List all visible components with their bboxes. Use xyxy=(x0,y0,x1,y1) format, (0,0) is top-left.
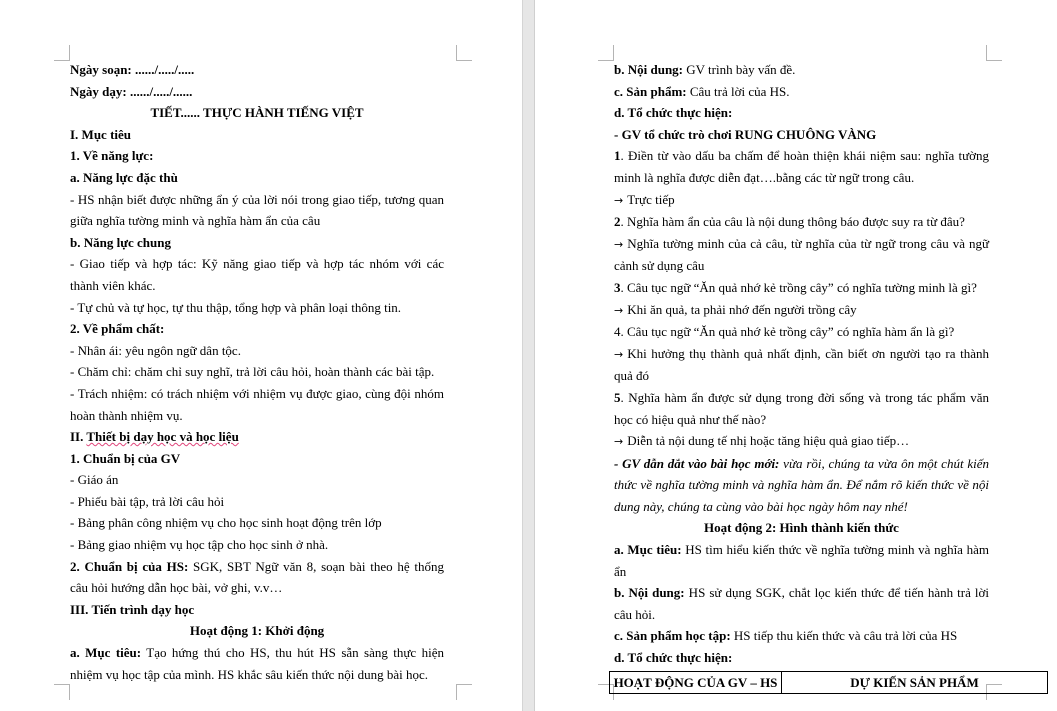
spellcheck-underline: Thiết bị dạy học và học liệu xyxy=(86,429,239,445)
list-item: - Giáo án xyxy=(70,472,119,488)
section-heading-process: III. Tiến trình dạy học xyxy=(70,601,195,617)
crop-mark-top-right xyxy=(456,45,472,61)
activity-1-goal: a. Mục tiêu: Tạo hứng thú cho HS, thu hút HS sẵn sàng thực hiện nhiệm vụ học tập của mình. HS khắc sâu kiến thức nội dung bài học. xyxy=(70,645,444,682)
page-body[interactable] xyxy=(70,59,444,685)
activity-1-product: c. Sản phẩm: Câu trả lời của HS. xyxy=(614,83,790,99)
game-announcement: - GV tổ chức trò chơi RUNG CHUÔNG VÀNG xyxy=(614,126,877,142)
crop-mark-bottom-left xyxy=(54,684,70,700)
paragraph-responsibility: - Trách nhiệm: có trách nhiệm với nhiệm vụ được giao, cùng đội nhóm hoàn thành nhiệm vụ. xyxy=(70,385,444,423)
paragraph-kindness: - Nhân ái: yêu ngôn ngữ dân tộc. xyxy=(70,342,241,358)
activity-1-organization: d. Tổ chức thực hiện: xyxy=(614,105,733,121)
answer-5: → Diễn tả nội dung tế nhị hoặc tăng hiệu quả giao tiếp… xyxy=(614,433,910,449)
lesson-title: TIẾT...... THỰC HÀNH TIẾNG VIỆT xyxy=(150,105,364,121)
subheading-teacher-prep: 1. Chuẩn bị của GV xyxy=(70,450,181,466)
paragraph-specific-competence: - HS nhận biết được những ẩn ý của lời nói trong giao tiếp, tương quan giữa nghĩa tường minh và nghĩa hàm ẩn của câu xyxy=(70,191,444,229)
date-taught: Ngày dạy: ....../...../...... xyxy=(70,83,193,99)
subheading-competence: 1. Về năng lực: xyxy=(70,148,154,164)
question-5: 5. Nghĩa hàm ẩn được sử dụng trong đời sống và trong tác phẩm văn học có hiệu quả như thế nào? xyxy=(614,389,989,427)
question-2: 2. Nghĩa hàm ẩn của câu là nội dung thông báo được suy ra từ đâu? xyxy=(614,214,965,230)
subheading-qualities: 2. Về phẩm chất: xyxy=(70,321,165,337)
paragraph-diligence: - Chăm chỉ: chăm chỉ suy nghĩ, trả lời câu hỏi, hoàn thành các bài tập. xyxy=(70,364,435,380)
activity-2-title: Hoạt động 2: Hình thành kiến thức xyxy=(704,520,899,536)
arrow-right-icon: → xyxy=(614,303,624,317)
activity-2-goal: a. Mục tiêu: HS tìm hiểu kiến thức về nghĩa tường minh và nghĩa hàm ẩn xyxy=(614,542,989,579)
paragraph-communication: - Giao tiếp và hợp tác: Kỹ năng giao tiếp và hợp tác nhóm với các thành viên khác. xyxy=(70,256,444,293)
document-page-right xyxy=(535,0,1057,711)
question-1: 1. Điền từ vào dấu ba chấm để hoàn thiện khái niệm sau: nghĩa tường minh là nghĩa được diễn đạt….bằng các từ ngữ trong câu. xyxy=(614,148,989,185)
activity-2-product: c. Sản phẩm học tập: HS tiếp thu kiến thức và câu trả lời của HS xyxy=(614,628,958,644)
arrow-right-icon: → xyxy=(614,237,624,251)
page-gutter xyxy=(522,0,535,711)
table-header-row xyxy=(610,671,1048,694)
document-page-left xyxy=(0,0,522,711)
paragraph-self-study: - Tự chủ và tự học, tự thu thập, tổng hợp và phân loại thông tin. xyxy=(70,299,402,315)
table-header-expected-product: DỰ KIẾN SẢN PHẨM xyxy=(782,671,1048,694)
list-item: - Phiếu bài tập, trả lời câu hỏi xyxy=(70,493,225,509)
activity-2-content: b. Nội dung: HS sử dụng SGK, chắt lọc kiến thức để tiến hành trả lời câu hỏi. xyxy=(614,585,990,622)
question-4: 4. Câu tục ngữ “Ăn quả nhớ kẻ trồng cây” có nghĩa hàm ẩn là gì? xyxy=(614,324,955,340)
section-heading-objectives: I. Mục tiêu xyxy=(70,126,132,142)
date-prepared: Ngày soạn: ....../...../..... xyxy=(70,62,195,77)
activity-1-content: b. Nội dung: GV trình bày vấn đề. xyxy=(614,62,796,77)
table-header-teacher-student: HOẠT ĐỘNG CỦA GV – HS xyxy=(610,671,782,694)
subheading-specific-competence: a. Năng lực đặc thù xyxy=(70,169,178,185)
paragraph-student-prep: 2. Chuẩn bị của HS: SGK, SBT Ngữ văn 8, soạn bài theo hệ thống câu hỏi hướng dẫn học bài, vở ghi, v.v… xyxy=(70,558,445,596)
activity-2-organization: d. Tổ chức thực hiện: xyxy=(614,650,733,666)
list-item: - Bảng phân công nhiệm vụ cho học sinh hoạt động trên lớp xyxy=(70,515,382,531)
teacher-lead-in: - GV dẫn dắt vào bài học mới: vừa rồi, chúng ta vừa ôn một chút kiến thức về nghĩa tường minh và nghĩa hàm ẩn. Để nắm rõ kiến thức về nội dung này, chúng ta cùng vào bài học ngày hôm nay nhé! xyxy=(614,455,989,514)
arrow-right-icon: → xyxy=(614,347,624,361)
activity-1-title: Hoạt động 1: Khởi động xyxy=(189,623,325,639)
subheading-general-competence: b. Năng lực chung xyxy=(70,234,171,250)
answer-3: → Khi ăn quả, ta phải nhớ đến người trồng cây xyxy=(614,301,857,317)
answer-4: → Khi hưởng thụ thành quả nhất định, cần biết ơn người tạo ra thành quả đó xyxy=(614,345,989,384)
crop-mark-bottom-right xyxy=(456,684,472,700)
arrow-right-icon: → xyxy=(614,435,624,449)
answer-2: → Nghĩa tường minh của cả câu, từ nghĩa của từ ngữ trong câu và ngữ cảnh sử dụng câu xyxy=(614,235,989,274)
answer-1: → Trực tiếp xyxy=(614,191,675,207)
crop-mark-top-left xyxy=(54,45,70,61)
question-3: 3. Câu tục ngữ “Ăn quả nhớ kẻ trồng cây” có nghĩa tường minh là gì? xyxy=(614,279,977,295)
arrow-right-icon: → xyxy=(614,193,624,207)
section-heading-equipment: II. Thiết bị dạy học và học liệu xyxy=(70,429,239,445)
crop-mark-top-left xyxy=(598,45,614,61)
list-item: - Bảng giao nhiệm vụ học tập cho học sinh ở nhà. xyxy=(70,537,329,553)
page-body[interactable] xyxy=(614,59,989,694)
activity-table xyxy=(609,671,1048,695)
